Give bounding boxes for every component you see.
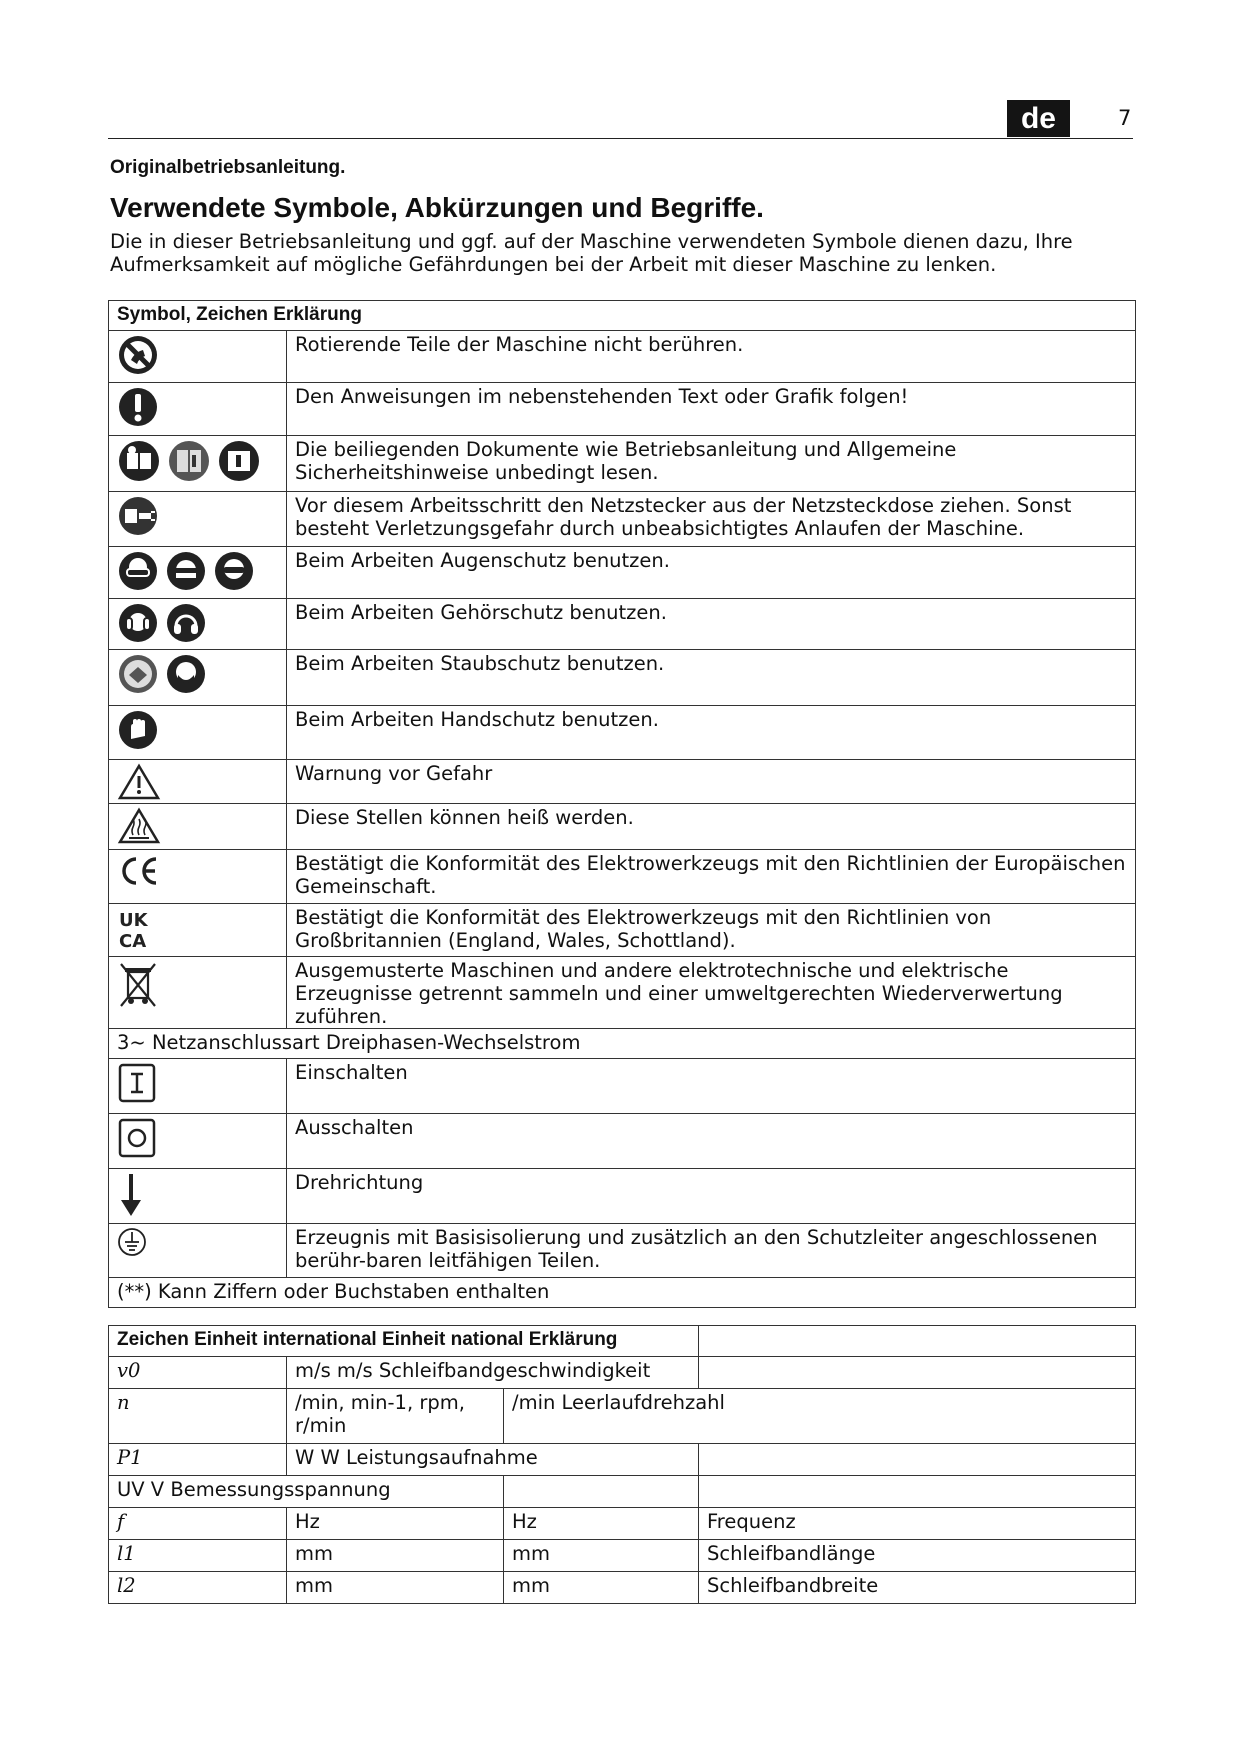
table-row bbox=[109, 1444, 1136, 1476]
symbols-table bbox=[108, 300, 1136, 1308]
table-row-text: Beim Arbeiten Augenschutz benutzen. bbox=[287, 547, 1136, 599]
table-row bbox=[109, 1540, 1136, 1572]
table-row bbox=[109, 1169, 1136, 1224]
table-row bbox=[109, 850, 1136, 904]
table-row bbox=[109, 331, 1136, 383]
unit-international: mm bbox=[287, 1572, 504, 1604]
weee-bin-icon bbox=[117, 960, 159, 1008]
table-row bbox=[109, 599, 1136, 650]
svg-text:CA: CA bbox=[119, 931, 147, 951]
table-row-text: Den Anweisungen im nebenstehenden Text oder Grafik folgen! bbox=[287, 383, 1136, 436]
respirator-icon bbox=[165, 653, 207, 695]
earth-ground-icon bbox=[117, 1227, 147, 1257]
table-row bbox=[109, 492, 1136, 547]
table-row bbox=[109, 1572, 1136, 1604]
table-row-text: Bestätigt die Konformität des Elektrowerkzeugs mit den Richtlinien der Europäischen Gemeinschaft. bbox=[287, 850, 1136, 904]
unit-description: Schleifbandbreite bbox=[699, 1572, 1136, 1604]
unplug-icon bbox=[117, 495, 159, 537]
language-badge: de bbox=[1007, 100, 1070, 137]
unit-row-text: m/s m/s Schleifbandgeschwindigkeit bbox=[287, 1357, 699, 1389]
ear-protection-icon bbox=[117, 602, 159, 644]
read-manual-icon bbox=[117, 439, 161, 483]
unit-national: mm bbox=[504, 1540, 699, 1572]
rotation-arrow-icon bbox=[117, 1172, 145, 1218]
footnote-row: (**) Kann Ziffern oder Buchstaben enthalten bbox=[109, 1278, 1136, 1308]
table-row bbox=[109, 706, 1136, 760]
svg-text:UK: UK bbox=[119, 910, 148, 931]
unit-description: Frequenz bbox=[699, 1508, 1136, 1540]
unit-row-text: UV V Bemessungsspannung bbox=[109, 1476, 504, 1508]
table-row bbox=[109, 1508, 1136, 1540]
eye-protection-icon bbox=[213, 550, 255, 592]
table-row-text: Drehrichtung bbox=[287, 1169, 1136, 1224]
glove-icon bbox=[117, 709, 159, 751]
ukca-mark-icon bbox=[117, 907, 157, 951]
symbols-table-header: Symbol, Zeichen Erklärung bbox=[109, 301, 1136, 331]
table-row-text: Erzeugnis mit Basisisolierung und zusätzlich an den Schutzleiter angeschlossenen berühr-baren leitfähigen Teilen. bbox=[287, 1224, 1136, 1278]
table-row bbox=[109, 1114, 1136, 1169]
unit-symbol: v0 bbox=[109, 1357, 287, 1389]
table-row bbox=[109, 650, 1136, 706]
table-row-text: Die beiliegenden Dokumente wie Betriebsanleitung und Allgemeine Sicherheitshinweise unbedingt lesen. bbox=[287, 436, 1136, 492]
table-row bbox=[109, 436, 1136, 492]
table-row-text: Beim Arbeiten Gehörschutz benutzen. bbox=[287, 599, 1136, 650]
ce-mark-icon bbox=[117, 853, 161, 889]
unit-international: mm bbox=[287, 1540, 504, 1572]
table-row bbox=[109, 957, 1136, 1029]
headphones-icon bbox=[165, 602, 207, 644]
table-row-text: Diese Stellen können heiß werden. bbox=[287, 804, 1136, 850]
table-row bbox=[109, 1059, 1136, 1114]
unit-international: /min, min-1, rpm, r/min bbox=[287, 1389, 504, 1444]
unit-row-text: W W Leistungsaufnahme bbox=[287, 1444, 699, 1476]
unit-symbol: n bbox=[109, 1389, 287, 1444]
document-subtitle: Originalbetriebsanleitung. bbox=[110, 157, 346, 178]
table-row-text: Beim Arbeiten Handschutz benutzen. bbox=[287, 706, 1136, 760]
table-row-text: Beim Arbeiten Staubschutz benutzen. bbox=[287, 650, 1136, 706]
table-row-text: Einschalten bbox=[287, 1059, 1136, 1114]
table-row bbox=[109, 383, 1136, 436]
table-row-text: Vor diesem Arbeitsschritt den Netzstecker aus der Netzsteckdose ziehen. Sonst besteht Verletzungsgefahr durch unbeabsichtigtes Anlaufen der Maschine. bbox=[287, 492, 1136, 547]
table-row-text: Rotierende Teile der Maschine nicht berühren. bbox=[287, 331, 1136, 383]
table-row bbox=[109, 1224, 1136, 1278]
table-row bbox=[109, 760, 1136, 804]
supply-type-row: 3~ Netzanschlussart Dreiphasen-Wechselstrom bbox=[109, 1029, 1136, 1059]
exclamation-icon bbox=[117, 386, 159, 428]
page-number: 7 bbox=[1118, 106, 1132, 130]
unit-symbol: P1 bbox=[109, 1444, 287, 1476]
unit-symbol: l2 bbox=[109, 1572, 287, 1604]
unit-national: mm bbox=[504, 1572, 699, 1604]
units-table bbox=[108, 1325, 1136, 1604]
warning-triangle-icon bbox=[117, 763, 161, 801]
intro-paragraph: Die in dieser Betriebsanleitung und ggf. auf der Maschine verwendeten Symbole dienen dazu, Ihre Aufmerksamkeit auf mögliche Gefährdungen bei der Arbeit mit dieser Maschine zu lenken. bbox=[110, 230, 1073, 276]
table-row bbox=[109, 547, 1136, 599]
table-row-text: Bestätigt die Konformität des Elektrowerkzeugs mit den Richtlinien von Großbritannien (England, Wales, Schottland). bbox=[287, 904, 1136, 957]
info-book-icon bbox=[167, 439, 211, 483]
table-row bbox=[109, 904, 1136, 957]
unit-symbol: l1 bbox=[109, 1540, 287, 1572]
table-row bbox=[109, 1357, 1136, 1389]
switch-off-icon bbox=[117, 1117, 157, 1159]
table-row bbox=[109, 1476, 1136, 1508]
unit-international: Hz bbox=[287, 1508, 504, 1540]
no-touch-rotating-icon bbox=[117, 334, 159, 376]
unit-national: Hz bbox=[504, 1508, 699, 1540]
unit-symbol: f bbox=[109, 1508, 287, 1540]
table-row-text: Ausschalten bbox=[287, 1114, 1136, 1169]
face-shield-icon bbox=[165, 550, 207, 592]
table-row bbox=[109, 804, 1136, 850]
section-title: Verwendete Symbole, Abkürzungen und Begriffe. bbox=[110, 192, 764, 223]
page-header-rule bbox=[108, 96, 1133, 139]
dust-mask-icon bbox=[117, 653, 159, 695]
units-table-header: Zeichen Einheit international Einheit national Erklärung bbox=[109, 1326, 699, 1357]
table-row-text: Ausgemusterte Maschinen und andere elektrotechnische und elektrische Erzeugnisse getrennt sammeln und einer umweltgerechten Wiederverwertung zuführen. bbox=[287, 957, 1136, 1029]
safety-goggles-icon bbox=[117, 550, 159, 592]
table-row bbox=[109, 1389, 1136, 1444]
table-row-text: Warnung vor Gefahr bbox=[287, 760, 1136, 804]
hot-surface-icon bbox=[117, 807, 161, 845]
unit-description: Schleifbandlänge bbox=[699, 1540, 1136, 1572]
document-icon bbox=[217, 439, 261, 483]
unit-row-text: /min Leerlaufdrehzahl bbox=[504, 1389, 1136, 1444]
switch-on-icon bbox=[117, 1062, 157, 1104]
